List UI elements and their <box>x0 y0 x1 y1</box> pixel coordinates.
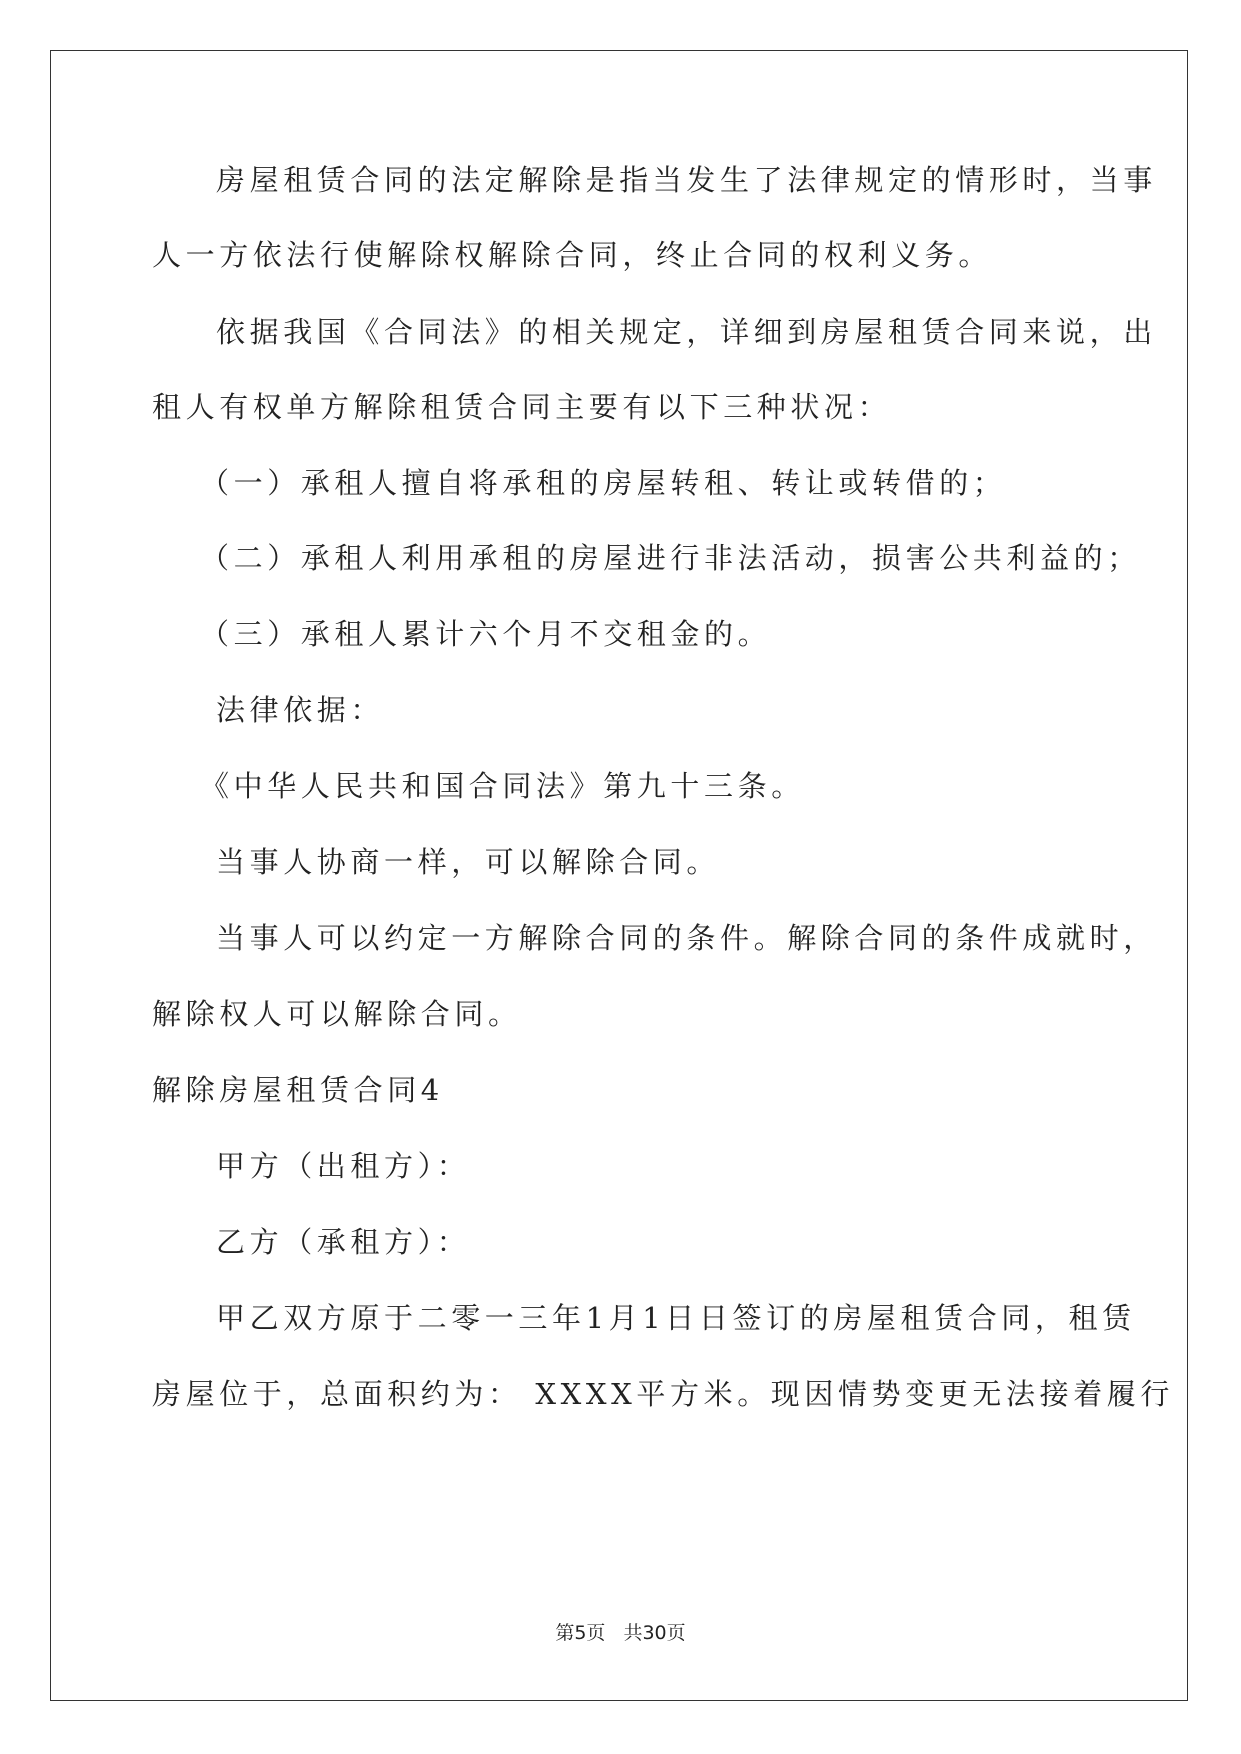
paragraph-line: 甲乙双方原于二零一三年1月1日日签订的房屋租赁合同，租赁 <box>216 1301 1136 1335</box>
page-total: 共30页 <box>623 1622 686 1644</box>
list-item: （二）承租人利用承租的房屋进行非法活动，损害公共利益的； <box>200 541 1141 575</box>
section-heading: 解除房屋租赁合同4 <box>152 1073 444 1107</box>
paragraph-line: 人一方依法行使解除权解除合同，终止合同的权利义务。 <box>152 238 993 272</box>
page-footer <box>0 1618 1241 1645</box>
paragraph-line: 法律依据： <box>216 693 385 727</box>
paragraph-line: 《中华人民共和国合同法》第九十三条。 <box>200 769 805 803</box>
page-number: 第5页 <box>555 1622 606 1644</box>
paragraph-line: 房屋位于，总面积约为： XXXX平方米。现因情势变更无法接着履行 <box>152 1377 1175 1411</box>
paragraph-line: 房屋租赁合同的法定解除是指当发生了法律规定的情形时，当事 <box>216 163 1157 197</box>
paragraph-line: 当事人协商一样，可以解除合同。 <box>216 845 721 879</box>
paragraph-line: 依据我国《合同法》的相关规定，详细到房屋租赁合同来说，出 <box>216 315 1157 349</box>
party-a-label: 甲方（出租方）： <box>216 1149 471 1183</box>
list-item: （一）承租人擅自将承租的房屋转租、转让或转借的； <box>200 466 1007 500</box>
paragraph-line: 租人有权单方解除租赁合同主要有以下三种状况： <box>152 390 892 424</box>
list-item: （三）承租人累计六个月不交租金的。 <box>200 617 772 651</box>
paragraph-line: 解除权人可以解除合同。 <box>152 997 522 1031</box>
party-b-label: 乙方（承租方）： <box>216 1225 471 1259</box>
paragraph-line: 当事人可以约定一方解除合同的条件。解除合同的条件成就时， <box>216 921 1157 955</box>
